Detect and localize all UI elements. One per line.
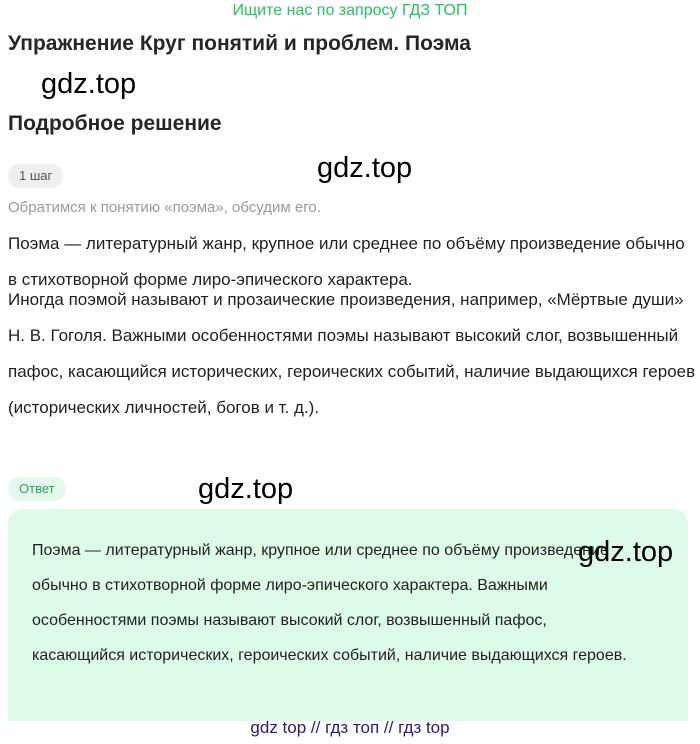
watermark: gdz.top	[317, 152, 413, 184]
watermark: gdz.top	[578, 536, 674, 568]
step-badge: 1 шаг	[8, 164, 63, 188]
answer-text: Поэма — литературный жанр, крупное или среднее по объёму произведение обычно в стихотворной форме лиро-эпического характера. Важными особенностями поэмы называют высокий слог, возвышенный пафос, касающийся исторических, героических событий, наличие выдающихся героев.	[32, 542, 627, 664]
solution-paragraph: Поэма — литературный жанр, крупное или среднее по объёму произведение обычно в стихотворной форме лиро-эпического характера.	[8, 234, 685, 289]
section-title: Подробное решение	[8, 112, 222, 135]
answer-badge: Ответ	[8, 477, 66, 501]
solution-paragraph: Иногда поэмой называют и прозаические произведения, например, «Мёртвые души» Н. В. Гоголя. Важными особенностями поэмы называют высокий слог, возвышенный пафос, касающийся исторических, героических событий, наличие выдающихся героев (исторических личностей, богов и т. д.).	[8, 290, 696, 417]
watermark: gdz.top	[198, 473, 294, 505]
step-hint: Обратимся к понятию «поэма», обсудим его.	[8, 199, 321, 216]
search-banner: Ищите нас по запросу ГДЗ ТОП	[232, 2, 468, 19]
footer-links: gdz top // гдз топ // гдз top	[250, 718, 450, 737]
watermark: gdz.top	[41, 68, 137, 100]
page-title: Упражнение Круг понятий и проблем. Поэма	[8, 32, 471, 55]
